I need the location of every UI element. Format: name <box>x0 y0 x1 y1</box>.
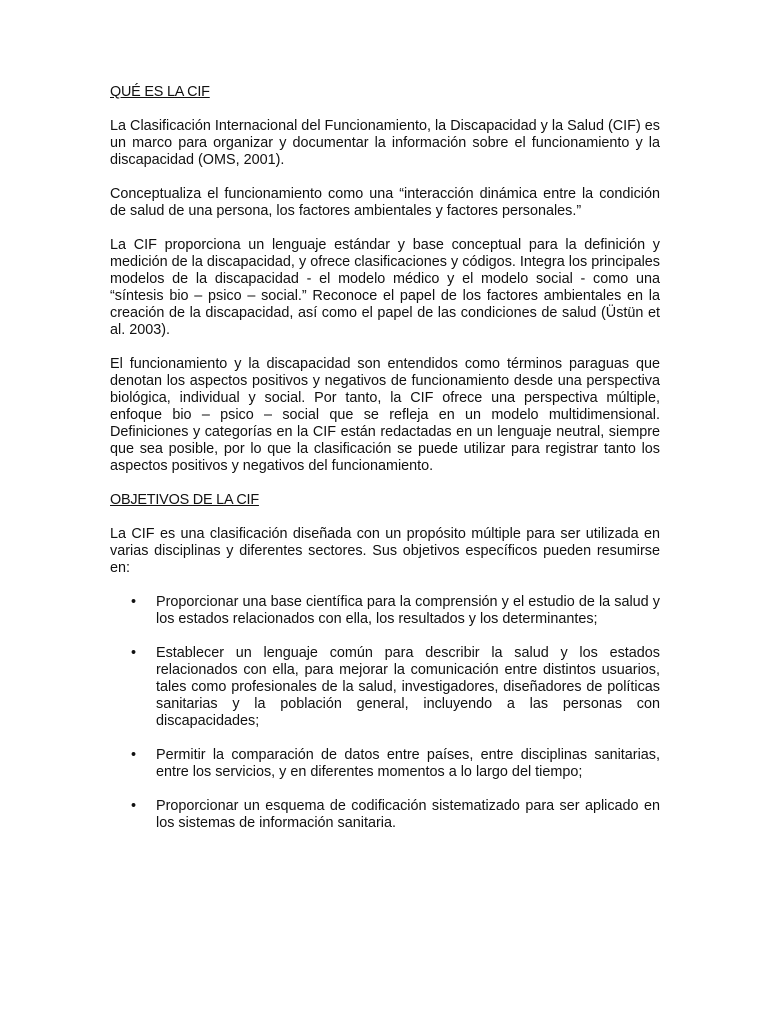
list-item-text: Proporcionar un esquema de codificación sistematizado para ser aplicado en los sistemas de información sanitaria. <box>156 798 660 831</box>
list-item-text: Permitir la comparación de datos entre países, entre disciplinas sanitarias, entre los servicios, y en diferentes momentos a lo largo del tiempo; <box>156 747 660 780</box>
list-item <box>110 645 660 730</box>
paragraph-conceptualization: Conceptualiza el funcionamiento como una “interacción dinámica entre la condición de salud de una persona, los factores ambientales y factores personales.” <box>110 186 660 219</box>
bullet-icon: • <box>131 645 137 661</box>
list-item <box>110 747 660 781</box>
list-item-text: Establecer un lenguaje común para describir la salud y los estados relacionados con ella, para mejorar la comunicación entre distintos usuarios, tales como profesionales de la salud, investigadores, diseñadores de políticas sanitarias y la población general, incluyendo a las personas con discapacidades; <box>156 645 660 729</box>
paragraph-objectives-intro: La CIF es una clasificación diseñada con un propósito múltiple para ser utilizada en varias disciplinas y diferentes sectores. Sus objetivos específicos pueden resumirse en: <box>110 526 660 576</box>
list-item-text: Proporcionar una base científica para la comprensión y el estudio de la salud y los estados relacionados con ella, los resultados y los determinantes; <box>156 594 660 627</box>
section-heading-objetivos: OBJETIVOS DE LA CIF <box>110 492 259 508</box>
paragraph-standard-language: La CIF proporciona un lenguaje estándar y base conceptual para la definición y medición de la discapacidad, y ofrece clasificaciones y códigos. Integra los principales modelos de la discapacidad - el modelo médico y el modelo social - como una “síntesis bio – psico – social.” Reconoce el papel de los factores ambientales en la creación de la discapacidad, así como el papel de las condiciones de salud (Üstün et al. 2003). <box>110 237 660 338</box>
list-item <box>110 594 660 628</box>
section-heading-que-es-la-cif: QUÉ ES LA CIF <box>110 84 210 100</box>
document-page <box>110 84 660 849</box>
paragraph-umbrella-terms: El funcionamiento y la discapacidad son entendidos como términos paraguas que denotan los aspectos positivos y negativos de funcionamiento desde una perspectiva biológica, individual y social. Por tanto, la CIF ofrece una perspectiva múltiple, enfoque bio – psico – social que se refleja en un modelo multidimensional. Definiciones y categorías en la CIF están redactadas en un lenguaje neutral, siempre que sea posible, por lo que la clasificación se puede utilizar para registrar tanto los aspectos positivos y negativos del funcionamiento. <box>110 356 660 474</box>
bullet-icon: • <box>131 747 137 763</box>
objectives-list <box>110 594 660 832</box>
bullet-icon: • <box>131 798 137 814</box>
list-item <box>110 798 660 832</box>
bullet-icon: • <box>131 594 137 610</box>
paragraph-definition: La Clasificación Internacional del Funcionamiento, la Discapacidad y la Salud (CIF) es un marco para organizar y documentar la información sobre el funcionamiento y la discapacidad (OMS, 2001). <box>110 118 660 168</box>
